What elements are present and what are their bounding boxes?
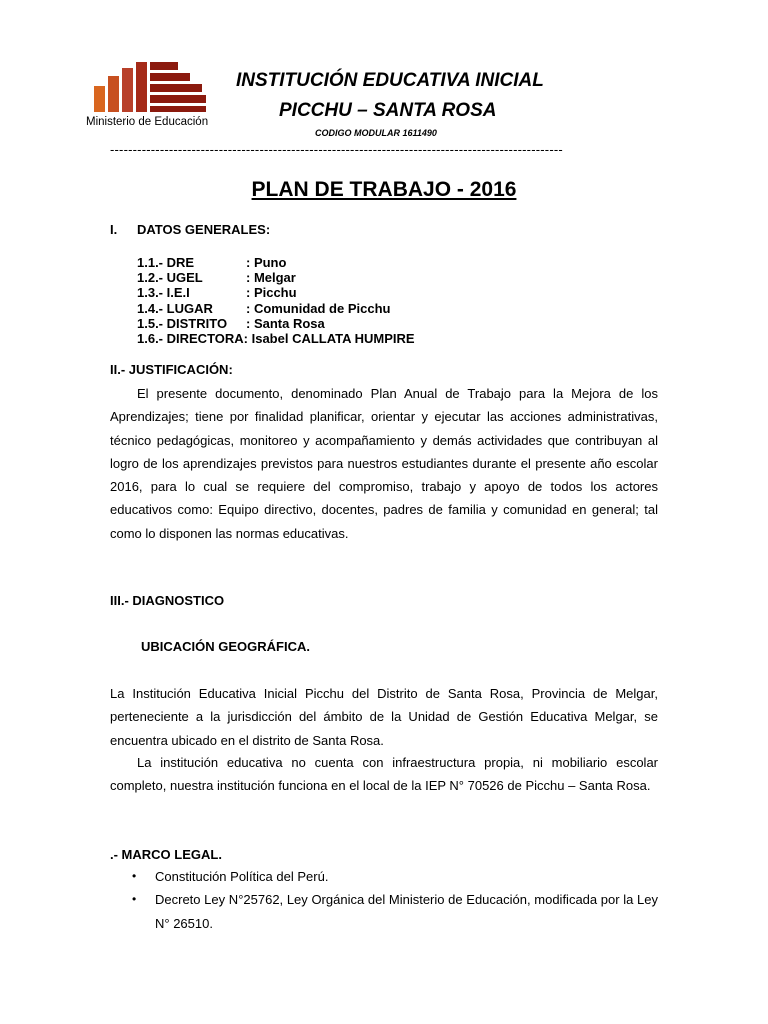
document-title-text: PLAN DE TRABAJO - 2016 — [251, 178, 517, 201]
datos-value: : Puno — [246, 255, 287, 270]
logo-stack-5 — [150, 106, 206, 112]
section-justificacion-heading: II.- JUSTIFICACIÓN: — [110, 362, 233, 377]
logo-caption: Ministerio de Educación — [86, 116, 209, 128]
document-title — [0, 178, 768, 202]
datos-label: 1.2.- UGEL — [137, 270, 203, 286]
datos-row — [137, 301, 415, 316]
institution-location: PICCHU – SANTA ROSA — [279, 100, 497, 121]
section-number: I. — [110, 222, 118, 237]
ubicacion-paragraph: La Institución Educativa Inicial Picchu del Distrito de Santa Rosa, Provincia de Melgar, perteneciente a la jurisdicción del ámbito de la Unidad de Gestión Educativa Melgar, se encuentra ubicado en el distrito de Santa Rosa. — [110, 686, 658, 748]
list-item-text: Decreto Ley N°25762, Ley Orgánica del Ministerio de Educación, modificada por la Ley N° 26510. — [155, 892, 658, 931]
section-datos-heading — [110, 222, 270, 237]
logo-stack-3 — [150, 84, 202, 92]
bullet-icon: • — [132, 892, 137, 907]
datos-row — [137, 331, 415, 346]
datos-list — [137, 255, 415, 346]
marco-legal-list — [132, 865, 658, 935]
logo-stack-4 — [150, 95, 206, 103]
infraestructura-paragraph: La institución educativa no cuenta con infraestructura propia, ni mobiliario escolar completo, nuestra institución funciona en el local de la IEP N° 70526 de Picchu – Santa Rosa. — [110, 755, 658, 794]
datos-label: 1.4.- LUGAR — [137, 300, 213, 316]
marco-legal-heading: .- MARCO LEGAL. — [110, 847, 222, 862]
datos-value: : Comunidad de Picchu — [246, 300, 391, 316]
ubicacion-subheading: UBICACIÓN GEOGRÁFICA. — [141, 639, 310, 654]
institution-name: INSTITUCIÓN EDUCATIVA INICIAL — [236, 70, 544, 91]
bullet-icon: • — [132, 869, 137, 883]
logo-bar-4 — [136, 62, 147, 112]
datos-row — [137, 270, 415, 285]
datos-row — [137, 285, 415, 300]
datos-label: 1.6.- DIRECTORA — [137, 331, 244, 347]
logo-stack-2 — [150, 73, 190, 81]
section-diagnostico-heading: III.- DIAGNOSTICO — [110, 593, 225, 608]
header-separator: ---------------------------------------------------------------------------------------------------- — [110, 142, 563, 157]
list-item-text: Constitución Política del Perú. — [155, 869, 329, 884]
datos-row — [137, 255, 415, 270]
justificacion-paragraph: El presente documento, denominado Plan Anual de Trabajo para la Mejora de los Aprendizajes; tiene por finalidad planificar, orientar y ejecutar las acciones administrativas, técnico pedagógicas, monitoreo y acompañamiento y demás actividades que contribuyan al logro de los aprendizajes previstos para nuestros estudiantes durante el presente año escolar 2016, para lo cual se requiere del compromiso, trabajo y apoyo de todos los actores educativos como: Equipo directivo, docentes, padres de familia y comunidad en general; tal como lo disponen las normas educativas. — [110, 386, 658, 541]
datos-label: 1.1.- DRE — [137, 255, 195, 270]
logo-bar-1 — [94, 86, 105, 112]
list-item — [132, 865, 658, 888]
datos-value: : Picchu — [246, 285, 297, 301]
modular-code: CODIGO MODULAR 1611490 — [315, 128, 437, 138]
datos-row — [137, 316, 415, 331]
section-title: DATOS GENERALES: — [137, 222, 271, 237]
datos-value: : Isabel CALLATA HUMPIRE — [243, 331, 415, 347]
datos-value: : Santa Rosa — [246, 315, 325, 331]
datos-value: : Melgar — [246, 270, 296, 286]
logo-bar-2 — [108, 76, 119, 112]
datos-label: 1.5.- DISTRITO — [137, 315, 228, 331]
list-item — [132, 888, 658, 935]
logo-bar-3 — [122, 68, 133, 112]
logo-stack-1 — [150, 62, 178, 70]
datos-label: 1.3.- I.E.I — [137, 285, 190, 301]
